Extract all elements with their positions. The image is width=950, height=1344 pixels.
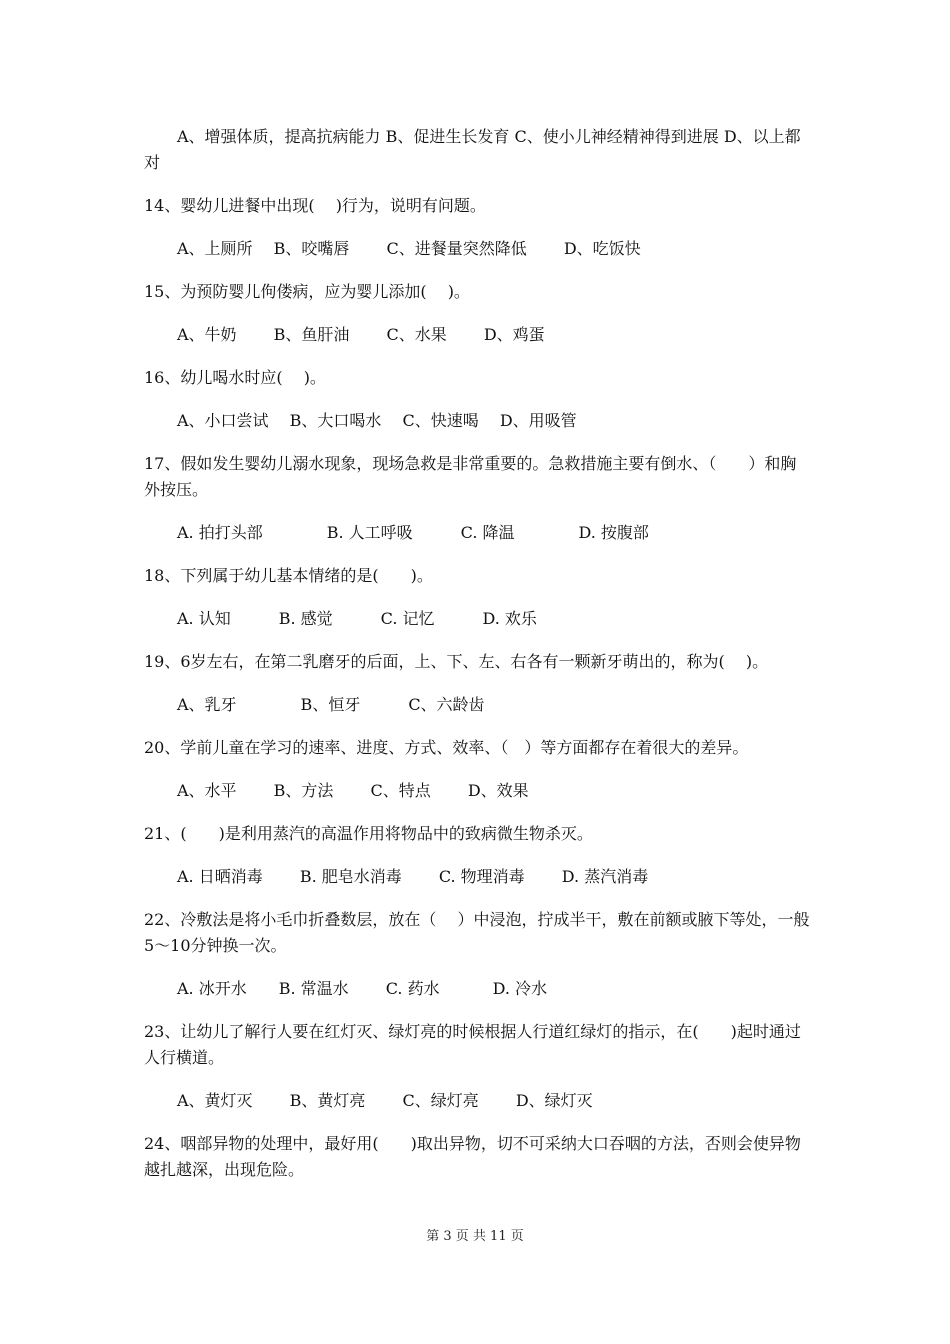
page-footer: 第 3 页 共 11 页 — [426, 1229, 524, 1244]
question-14: 14、婴幼儿进餐中出现( )行为，说明有问题。 — [144, 196, 486, 215]
options-16: A、小口尝试 B、大口喝水 C、快速喝 D、用吸管 — [177, 411, 577, 430]
question-20: 20、学前儿童在学习的速率、进度、方式、效率、（ ）等方面都存在着很大的差异。 — [144, 738, 749, 757]
question-18: 18、下列属于幼儿基本情绪的是( )。 — [144, 566, 433, 585]
question-list — [144, 124, 812, 1183]
question-17: 17、假如发生婴幼儿溺水现象，现场急救是非常重要的。急救措施主要有倒水、（ ）和胸外按压。 — [144, 454, 797, 499]
question-19: 19、6岁左右，在第二乳磨牙的后面，上、下、左、右各有一颗新牙萌出的，称为( )。 — [144, 652, 769, 671]
options-14: A、上厕所 B、咬嘴唇 C、进餐量突然降低 D、吃饭快 — [177, 239, 641, 258]
question-23: 23、让幼儿了解行人要在红灯灭、绿灯亮的时候根据人行道红绿灯的指示，在( )起时通过人行横道。 — [144, 1022, 801, 1067]
question-24: 24、咽部异物的处理中，最好用( )取出异物，切不可采纳大口吞咽的方法，否则会使异物越扎越深，出现危险。 — [144, 1134, 801, 1179]
question-16: 16、幼儿喝水时应( )。 — [144, 368, 326, 387]
options-22: A. 冰开水 B. 常温水 C. 药水 D. 冷水 — [177, 979, 548, 998]
question-15: 15、为预防婴儿佝偻病，应为婴儿添加( )。 — [144, 282, 470, 301]
question-22: 22、冷敷法是将小毛巾折叠数层，放在（ ）中浸泡，拧成半干，敷在前额或腋下等处，一般5～10分钟换一次。 — [144, 910, 810, 955]
options-23: A、黄灯灭 B、黄灯亮 C、绿灯亮 D、绿灯灭 — [177, 1091, 593, 1110]
question-21: 21、( )是利用蒸汽的高温作用将物品中的致病微生物杀灭。 — [144, 824, 593, 843]
options-13-wrapped: A、增强体质，提高抗病能力 B、促进生长发育 C、使小儿神经精神得到进展 D、以上都对 — [144, 127, 801, 172]
options-17: A. 拍打头部 B. 人工呼吸 C. 降温 D. 按腹部 — [177, 523, 649, 542]
options-20: A、水平 B、方法 C、特点 D、效果 — [177, 781, 529, 800]
options-18: A. 认知 B. 感觉 C. 记忆 D. 欢乐 — [177, 609, 537, 628]
options-19: A、乳牙 B、恒牙 C、六龄齿 — [177, 695, 485, 714]
options-21: A. 日晒消毒 B. 肥皂水消毒 C. 物理消毒 D. 蒸汽消毒 — [177, 867, 649, 886]
options-15: A、牛奶 B、鱼肝油 C、水果 D、鸡蛋 — [177, 325, 545, 344]
